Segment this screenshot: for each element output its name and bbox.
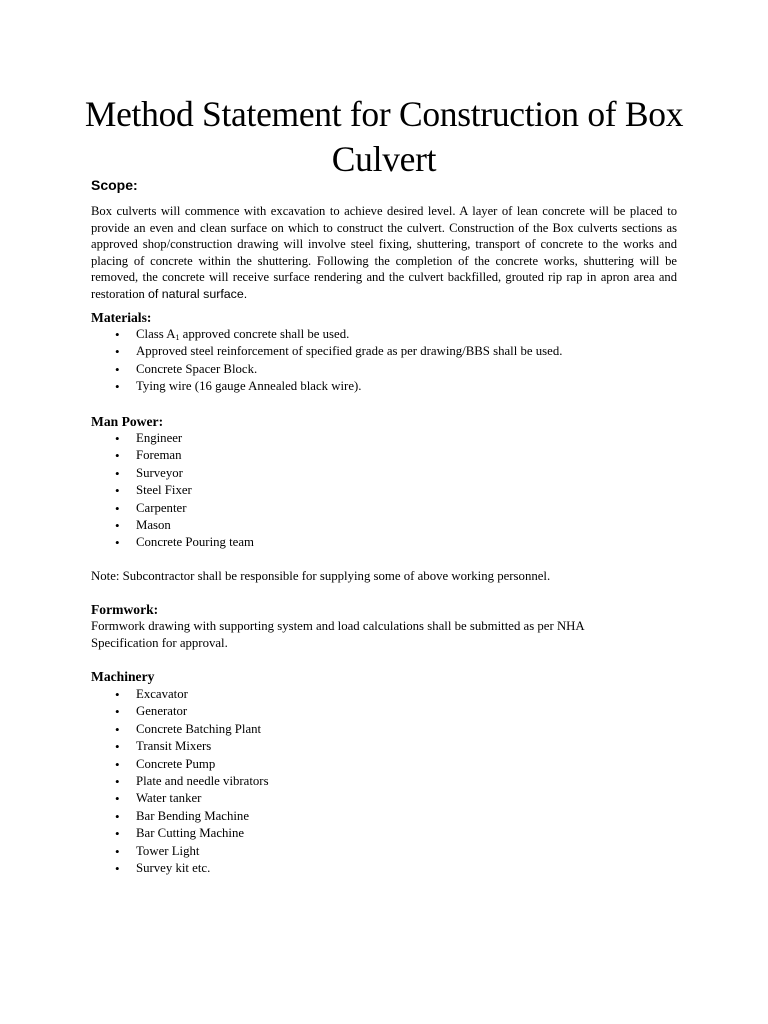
material-class-subscript: 1 (175, 333, 180, 342)
formwork-line-1: Formwork drawing with supporting system and load calculations shall be submitted as per NHA (91, 619, 585, 633)
list-item (91, 773, 269, 790)
bullet-icon: • (115, 483, 120, 499)
material-item-label: Tying wire (16 gauge Annealed black wire). (136, 379, 362, 394)
bullet-icon: • (115, 518, 120, 534)
list-item (91, 517, 254, 534)
machinery-item-label: Excavator (136, 687, 188, 701)
scope-body-tail: of natural surface. (148, 286, 248, 301)
machinery-item-label: Generator (136, 704, 188, 719)
bullet-icon: • (115, 448, 120, 464)
bullet-icon: • (115, 808, 120, 824)
list-item (91, 703, 269, 720)
bullet-icon: • (115, 431, 120, 446)
bullet-icon: • (115, 861, 120, 877)
list-item (91, 500, 254, 517)
machinery-item-label: Concrete Pump (136, 756, 216, 771)
man-power-item-label: Concrete Pouring team (136, 535, 254, 550)
machinery-list (91, 686, 269, 877)
list-item (91, 482, 254, 499)
man-power-item-label: Surveyor (136, 465, 183, 480)
materials-list (91, 326, 562, 396)
machinery-item-label: Bar Cutting Machine (136, 826, 245, 841)
list-item (91, 430, 254, 447)
formwork-line-2: Specification for approval. (91, 636, 228, 650)
list-item (91, 378, 562, 395)
list-item (91, 756, 269, 773)
man-power-item-label: Steel Fixer (136, 483, 192, 498)
bullet-icon: • (115, 500, 120, 516)
man-power-item-label: Foreman (136, 448, 182, 463)
personnel-note: Note: Subcontractor shall be responsible for supplying some of above working personnel. (91, 569, 551, 583)
man-power-list (91, 430, 254, 552)
man-power-heading: Man Power: (91, 414, 164, 429)
machinery-item-label: Plate and needle vibrators (136, 774, 269, 789)
bullet-icon: • (115, 361, 120, 377)
bullet-icon: • (115, 843, 120, 859)
machinery-item-label: Tower Light (136, 843, 200, 858)
list-item (91, 534, 254, 551)
machinery-heading: Machinery (91, 669, 155, 684)
formwork-heading: Formwork: (91, 602, 159, 617)
bullet-icon: • (115, 826, 120, 842)
list-item (91, 326, 562, 343)
material-item-label: Concrete Spacer Block. (136, 361, 258, 376)
list-item (91, 843, 269, 860)
man-power-item-label: Engineer (136, 431, 183, 445)
scope-heading: Scope: (91, 177, 138, 193)
bullet-icon: • (115, 465, 120, 481)
materials-heading: Materials: (91, 310, 152, 325)
scope-body-text: Box culverts will commence with excavation to achieve desired level. A layer of lean concrete will be placed to provide an even and clean surface on which to construct the culvert. Construction of the Box culverts sections as approved shop/construction drawing will involve steel fixing, shuttering, transport of concrete to the works and placing of concrete within the shuttering. Following the completion of the concrete works, shuttering will be removed, the concrete will receive surface rendering and the culvert backfilled, grouted rip rap in apron area and restoration (91, 204, 677, 301)
material-class-suffix: approved concrete shall be used. (179, 327, 350, 341)
list-item (91, 361, 562, 378)
bullet-icon: • (115, 774, 120, 790)
document-title: Method Statement for Construction of Box Culvert (84, 94, 684, 179)
list-item (91, 738, 269, 755)
machinery-item-label: Transit Mixers (136, 739, 212, 754)
list-item (91, 686, 269, 703)
list-item (91, 790, 269, 807)
machinery-item-label: Water tanker (136, 791, 202, 806)
machinery-item-label: Bar Bending Machine (136, 808, 250, 823)
list-item (91, 447, 254, 464)
list-item (91, 825, 269, 842)
scope-paragraph (91, 203, 677, 303)
man-power-item-label: Mason (136, 518, 171, 533)
bullet-icon: • (115, 791, 120, 807)
bullet-icon: • (115, 721, 120, 737)
list-item (91, 721, 269, 738)
bullet-icon: • (115, 344, 120, 360)
man-power-item-label: Carpenter (136, 500, 187, 515)
list-item (91, 343, 562, 360)
list-item (91, 860, 269, 877)
bullet-icon: • (115, 756, 120, 772)
bullet-icon: • (115, 535, 120, 551)
material-item-label: Approved steel reinforcement of specified grade as per drawing/BBS shall be used. (136, 344, 563, 359)
bullet-icon: • (115, 739, 120, 755)
machinery-item-label: Concrete Batching Plant (136, 721, 262, 736)
bullet-icon: • (115, 379, 120, 395)
list-item (91, 465, 254, 482)
bullet-icon: • (115, 704, 120, 720)
machinery-item-label: Survey kit etc. (136, 861, 211, 876)
bullet-icon: • (115, 687, 120, 702)
material-class-prefix: Class A (136, 327, 176, 341)
bullet-icon: • (115, 327, 120, 342)
list-item (91, 808, 269, 825)
